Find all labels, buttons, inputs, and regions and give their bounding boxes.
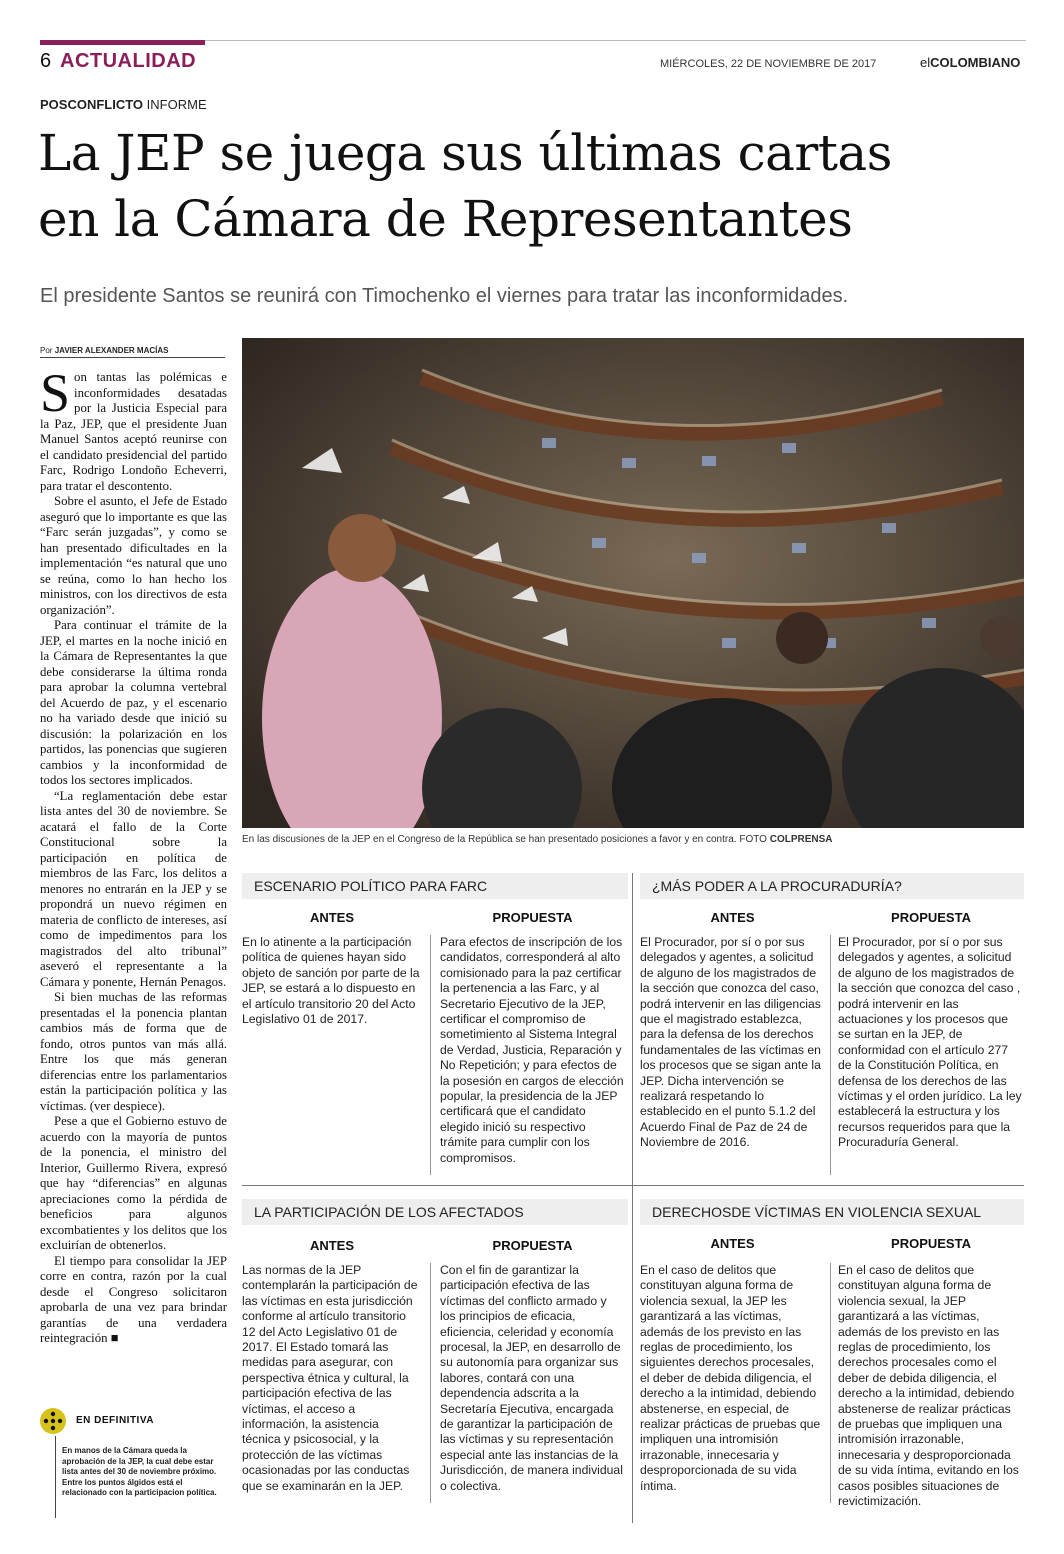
brand-prefix: el (920, 55, 931, 70)
box-3-antes-text: Las normas de la JEP contemplarán la participación de las víctimas en esta jurisdicción conforme al artículo transitorio 12 del Acto Legislativo 01 de 2017. El Estado tomará las medidas para asegurar, con perspectiva étnica y cultural, la participación efectiva de las víctimas, el acceso a información, la asistencia técnica y psicosocial, y la protección de las víctimas ocasionadas por las conductas que se examinarán en la JEP. (242, 1263, 418, 1493)
body-paragraph-4: “La reglamentación debe estar lista antes del 30 de noviembre. Se acatará el fallo de la Corte Constitucional sobre la participación en política de miembros de las Farc, los delitos a menores no entrarán en la JEP y se propondrá un nuevo régimen en materia de conflicto de intereses, así como de impedimentos para los magistrados del alto tribunal” aseveró el representante a la Cámara y ponente, Hernán Penagos. (40, 788, 227, 989)
section-name: ACTUALIDAD (60, 50, 197, 72)
drop-cap: S (40, 363, 71, 423)
box-3-inner-rule (430, 1263, 431, 1503)
section-bar (40, 40, 205, 45)
end-mark: ■ (110, 1331, 119, 1345)
issue-date: MIÉRCOLES, 22 DE NOVIEMBRE DE 2017 (660, 58, 877, 70)
box-2-antes-text: El Procurador, por sí o por sus delegados y agentes, a solicitud de alguno de los magistrados de la sección que conozca del caso, podrá intervenir en las diligencias que el magistrado establezca, para la defensa de los derechos fundamentales de las víctimas en los procesos que se sigan ante la JEP. Dicha intervención se realizará respetando lo establecido en el punto 5.1.2 del Acuerdo Final de Paz de 24 de Noviembre de 2016. (640, 935, 821, 1150)
headline-line-2: en la Cámara de Representantes (38, 190, 853, 248)
box-3-propuesta-label: PROPUESTA (492, 1238, 573, 1253)
en-definitiva-text: En manos de la Cámara queda la aprobación de la JEP, la cual debe estar lista antes del 30 de noviembre próximo. Entre los puntos álgidos está el relacionado con la participacion política. (62, 1446, 217, 1498)
paragraph-7-text: El tiempo para consolidar la JEP corre en contra, razón por la cual desde el Congreso solicitaron aprobarla de una vez para brindar garantías de una verdadera reintegración (40, 1253, 227, 1345)
box-4-antes-text: En el caso de delitos que constituyan alguna forma de violencia sexual, la JEP les garantizará a las víctimas, además de los previsto en las reglas de procedimiento, los siguientes derechos procesales, el deber de debida diligencia, el derecho a la intimidad, debiendo abstenerse, en especial, de realizar prácticas de pruebas que impliquen una intromisión irrazonable, innecesaria y desproporcionada de su vida íntima. (640, 1263, 821, 1493)
congress-photo (242, 338, 1024, 828)
body-paragraph-6: Pese a que el Gobierno estuvo de acuerdo con la mayoría de puntos de la ponencia, el ministro del Interior, Guillermo Rivera, expresó que hay “diferencias” en algunas apreciaciones como la pérdida de beneficios para algunos excombatientes y los delitos que los excluirían de obtenerlos. (40, 1114, 227, 1252)
dots-icon (40, 1408, 66, 1434)
box-4-title: DERECHOSDE VÍCTIMAS EN VIOLENCIA SEXUAL (640, 1199, 1024, 1225)
box-1-antes-label: ANTES (309, 910, 355, 925)
box-4-inner-rule (830, 1263, 831, 1503)
en-definitiva-rule (55, 1436, 56, 1518)
box-3-title: LA PARTICIPACIÓN DE LOS AFECTADOS (242, 1199, 628, 1225)
box-4-antes-label: ANTES (710, 1236, 755, 1251)
kicker (40, 97, 207, 112)
congress-chamber-illustration (242, 338, 1024, 828)
box-1-propuesta-label: PROPUESTA (492, 910, 573, 925)
box-3-propuesta-text: Con el fin de garantizar la participación efectiva de las víctimas del conflicto armado y los principios de eficacia, eficiencia, celeridad y economía procesal, la JEP, en desarrollo de su autonomía para organizar sus labores, contará con una dependencia adscrita a la Secretaría Ejecutiva, encargada de garantizar la participación de las víctimas y su representación especial ante las instancias de la Jurisdicción, de manera individual o colectiva. (440, 1263, 623, 1493)
box-2-propuesta-text: El Procurador, por sí o por sus delegados y agentes, a solicitud de alguno de los magistrados de la sección que conozca del caso , podrá intervenir en las actuaciones y los procesos que se surtan en la JEP, de conformidad con el artículo 277 de la Constitución Política, en defensa de los derechos de las víctimas y el orden jurídico. La ley establecerá la estructura y los recursos requeridos para que la Procuraduría General. (838, 935, 1022, 1150)
box-1-antes-text: En lo atinente a la participación política de quienes hayan sido objeto de sanción por parte de la JEP, se estará a lo dispuesto en el artículo transitorio 20 del Acto Legislativo 01 de 2017. (242, 935, 420, 1027)
body-paragraph-7 (40, 1254, 227, 1347)
box-2-propuesta-label: PROPUESTA (891, 910, 971, 925)
paragraph-1-text: on tantas las polémicas e inconformidades desatadas por la Justicia Especial para la Paz, JEP, que el presidente Juan Manuel Santos aceptó reunirse con el candidato presidencial del partido Farc, Rodrigo Londoño Echeverri, para tratar el descontento. (40, 370, 227, 493)
box-1-inner-rule (430, 935, 431, 1175)
kicker-type: INFORME (146, 97, 207, 112)
photo-credit-label: FOTO (739, 834, 767, 845)
byline-rule (40, 357, 225, 358)
box-3-antes-label: ANTES (309, 1238, 355, 1253)
brand-logo (920, 55, 1020, 70)
box-1-title: ESCENARIO POLÍTICO PARA FARC (242, 873, 628, 899)
article-body (40, 363, 227, 1347)
box-2-antes-label: ANTES (710, 910, 755, 925)
byline-prefix: Por (40, 346, 53, 355)
brand-name: COLOMBIANO (930, 55, 1021, 70)
byline (40, 346, 168, 355)
box-1-propuesta-text: Para efectos de inscripción de los candidatos, corresponderá al alto comisionado para la paz certificar la pertenencia a las Farc, y al Secretario Ejecutivo de la JEP, certificar el compromiso de sometimiento al Sistema Integral de Verdad, Justicia, Reparación y No Repetición; y para efectos de la posesión en cargos de elección popular, la presidencia de la JEP certificará que el candidato elegido inició su respectivo trámite para cumplir con los compromisos. (440, 935, 624, 1165)
page-number: 6 (40, 50, 52, 72)
photo-credit: COLPRENSA (769, 834, 833, 845)
body-paragraph-1 (40, 363, 227, 494)
en-definitiva-title: EN DEFINITIVA (76, 1415, 154, 1426)
deck: El presidente Santos se reunirá con Timochenko el viernes para tratar las inconformidades. (40, 285, 849, 307)
headline (38, 120, 1038, 252)
kicker-section: POSCONFLICTO (40, 97, 144, 112)
byline-author: JAVIER ALEXANDER MACÍAS (54, 346, 169, 355)
box-4-propuesta-text: En el caso de delitos que constituyan alguna forma de violencia sexual, la JEP garantizará a las víctimas, además de los previsto en las reglas de procedimiento, los derechos procesales como el deber de debida diligencia, el derecho a la intimidad, debiendo abstenerse de realizar prácticas de pruebas que impliquen una intromisión irrazonable, innecesaria y desproporcionada de su vida íntima, evitando en los casos posibles situaciones de revictimización. (838, 1263, 1019, 1509)
box-row-divider (242, 1185, 1024, 1186)
box-2-title: ¿MÁS PODER A LA PROCURADURÍA? (640, 873, 1024, 899)
headline-line-1: La JEP se juega sus últimas cartas (38, 124, 892, 182)
photo-caption (242, 834, 1032, 845)
caption-text: En las discusiones de la JEP en el Congreso de la República se han presentado posiciones a favor y en contra. (242, 834, 737, 845)
box-column-divider (632, 873, 633, 1523)
body-paragraph-5: Si bien muchas de las reformas presentadas el la ponencia plantan cambios más de forma que de fondo, otros puntos van más allá. Entre los que más generan diferencias entre los parlamentarios están la participación política y las víctimas. (ver despiece). (40, 990, 227, 1113)
body-paragraph-2: Sobre el asunto, el Jefe de Estado aseguró que lo importante es que las “Farc serán juzgadas”, y como se han presentado dificultades en la implementación “es natural que uno se reúna, como lo han hecho los ministros, con los directivos de esta organización”. (40, 494, 227, 617)
box-4-propuesta-label: PROPUESTA (891, 1236, 971, 1251)
body-paragraph-3: Para continuar el trámite de la JEP, el martes en la noche inició en la Cámara de Representantes la que debe considerarse la última ronda para aprobar la columna vertebral del Acuerdo de paz, y el escenario no ha variado desde que inició su discusión: la polarización en los partidos, las ponencias que sugieren cambios y la inconformidad de todos los sectores implicados. (40, 618, 227, 787)
box-2-inner-rule (830, 935, 831, 1175)
en-definitiva-icon (40, 1408, 66, 1434)
